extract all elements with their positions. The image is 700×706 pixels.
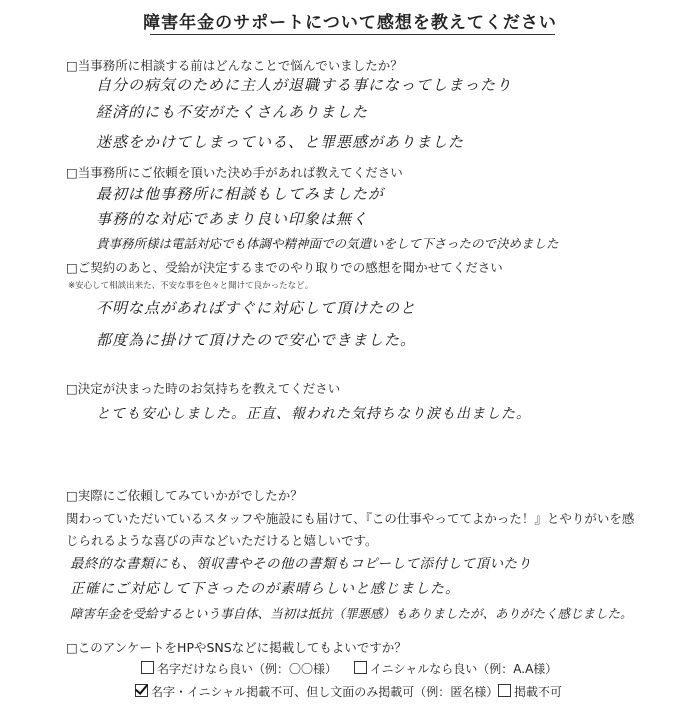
question-3: □ご契約のあと、受給が決定するまでのやり取りでの感想を聞かせてください [66, 260, 503, 275]
question-4: □決定が決まった時のお気持ちを教えてください [66, 381, 341, 396]
answer-2-line-3: 貴事務所様は電話対応でも体調や精神面での気遣いをして下さったので決めました [96, 236, 559, 251]
consent-option-surname[interactable] [141, 660, 337, 677]
answer-5-line-1: 最終的な書類にも、領収書やその他の書類もコピーして添付して頂いたり [70, 556, 532, 572]
consent-option-text-only[interactable] [135, 683, 498, 700]
option-label: 名字・イニシャル掲載不可、但し文面のみ掲載可（例：匿名様） [151, 685, 499, 699]
question-2: □当事務所にご依頼を頂いた決め手があれば教えてください [66, 165, 403, 180]
answer-3-line-2: 都度為に掛けて頂けたので安心できました。 [96, 331, 417, 349]
checkbox-checked-icon[interactable] [135, 684, 148, 697]
consent-option-no-publish[interactable] [498, 683, 562, 700]
question-1: □当事務所に相談する前はどんなことで悩んでいましたか？ [66, 58, 403, 73]
question-5: □実際にご依頼してみていかがでしたか？ [66, 488, 303, 503]
checkbox-icon[interactable] [141, 661, 154, 674]
answer-4-line-1: とても安心しました。正直、報われた気持ちなり涙も出ました。 [96, 406, 531, 422]
question-3-note: ※安心して相談出来た、不安な事を色々と聞けて良かったなど。 [68, 281, 314, 291]
answer-5-line-3: 障害年金を受給するという事自体、当初は抵抗（罪悪感）もありましたが、ありがたく感じました。 [70, 606, 633, 621]
checkbox-icon[interactable] [498, 684, 511, 697]
answer-1-line-2: 経済的にも不安がたくさんありました [96, 103, 369, 121]
checkbox-icon[interactable] [354, 661, 367, 674]
page-title: 障害年金のサポートについて感想を教えてください [143, 13, 557, 33]
title-underline [150, 34, 555, 35]
option-label: 名字だけなら良い（例：〇〇様） [157, 662, 338, 676]
answer-5-line-2: 正確にご対応して下さったのが素晴らしいと感じました。 [70, 581, 460, 597]
question-5-body: 関わっていただいているスタッフや施設にも届けて、『この仕事やっててよかった！』とやりがいを感じられるような喜びの声などいただけると嬉しいです。 [66, 511, 635, 548]
answer-1-line-3: 迷惑をかけてしまっている、と罪悪感がありました [96, 133, 465, 151]
option-label: イニシャルなら良い（例：A.A様） [370, 662, 558, 676]
consent-option-initials[interactable] [354, 660, 557, 677]
option-label: 掲載不可 [514, 685, 563, 699]
answer-2-line-2: 事務的な対応であまり良い印象は無く [96, 210, 369, 228]
answer-2-line-1: 最初は他事務所に相談もしてみましたが [96, 185, 385, 203]
answer-1-line-1: 自分の病気のために主人が退職する事になってしまったり [96, 76, 513, 94]
consent-question: □このアンケートをHPやSNSなどに掲載してもよいですか？ [66, 640, 407, 655]
answer-3-line-1: 不明な点があればすぐに対応して頂けたのと [96, 299, 417, 317]
